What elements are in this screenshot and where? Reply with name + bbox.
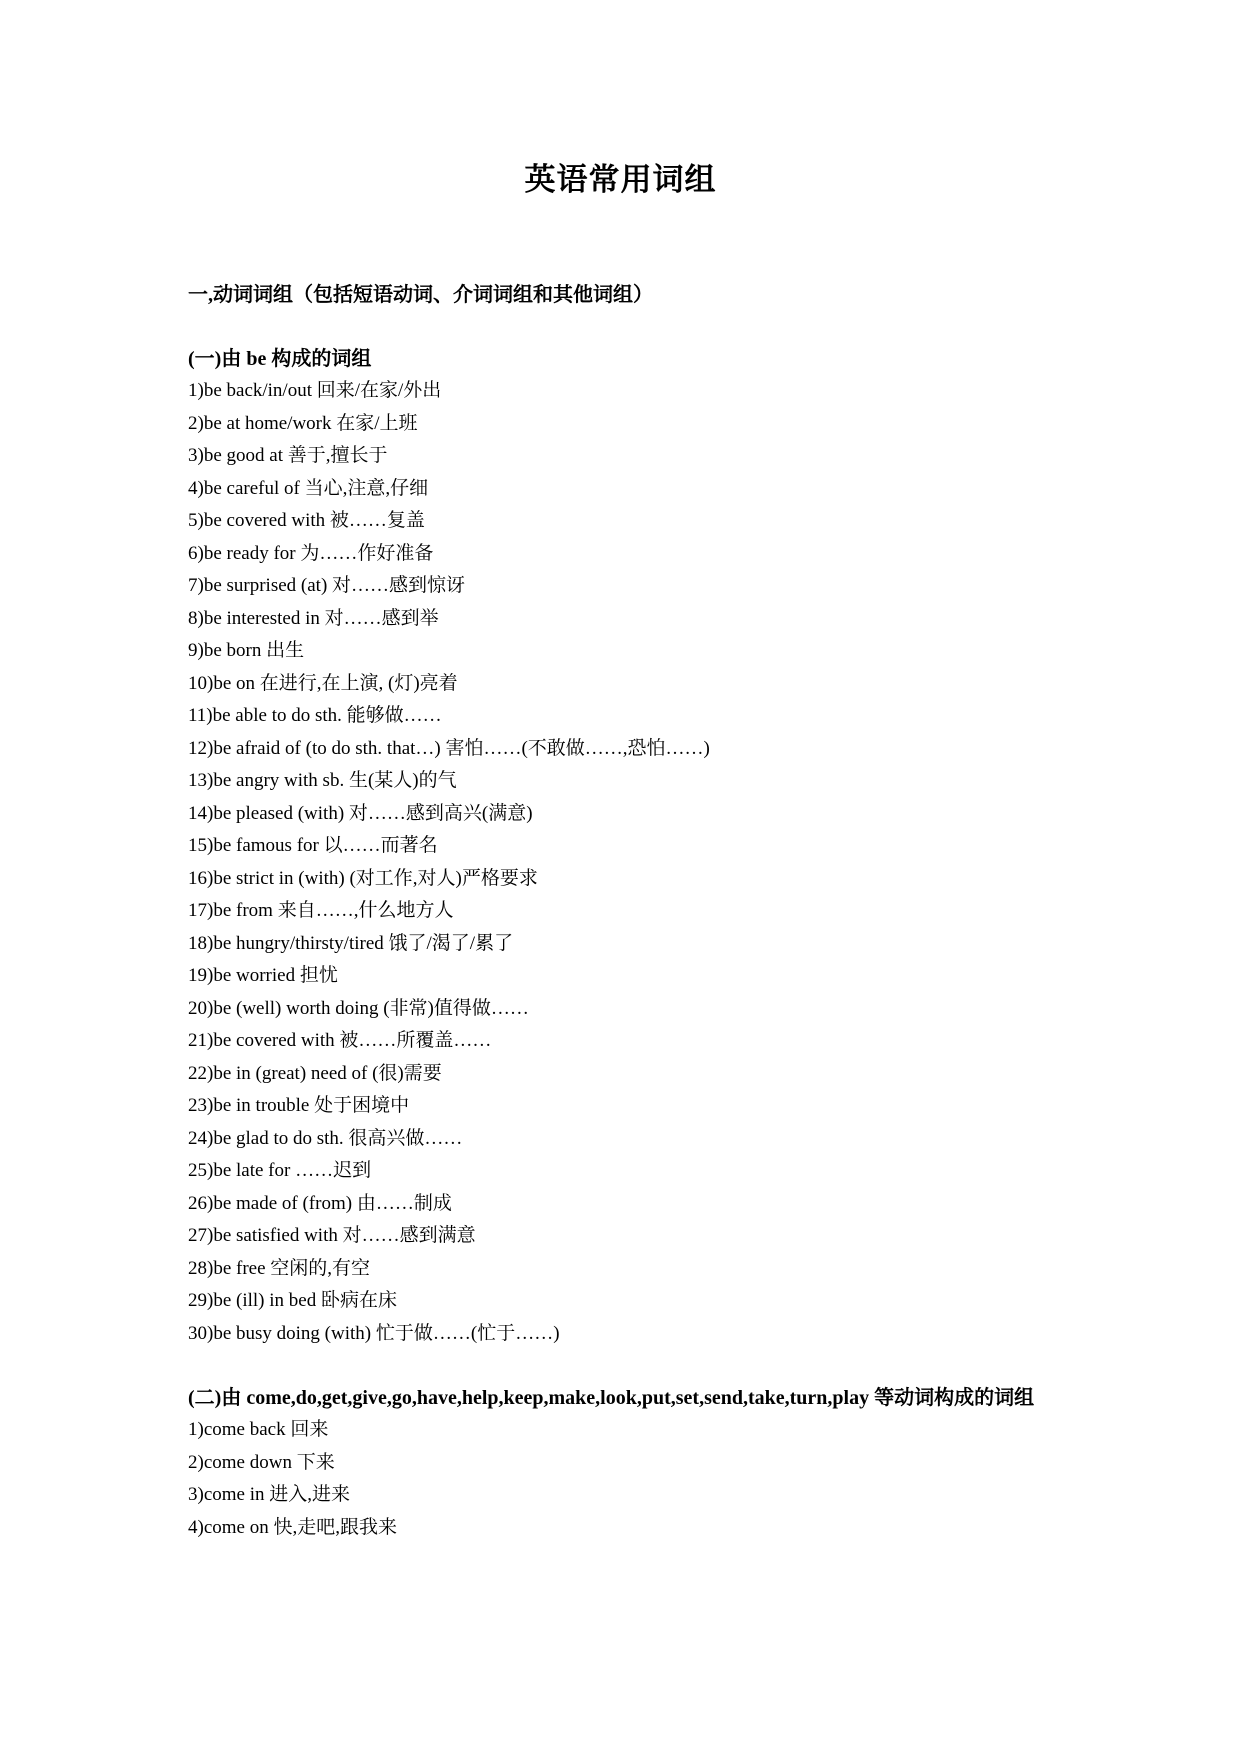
list-item: 11)be able to do sth. 能够做…… (188, 705, 442, 726)
list-item: 25)be late for ……迟到 (188, 1160, 372, 1181)
list-item: 1)come back 回来 (188, 1419, 329, 1440)
list-item: 19)be worried 担忧 (188, 965, 338, 986)
phrase-list (188, 375, 1068, 1350)
list-item: 14)be pleased (with) 对……感到高兴(满意) (188, 802, 533, 824)
section-heading: 一,动词词组（包括短语动词、介词词组和其他词组） (188, 284, 653, 306)
list-item: 3)be good at 善于,擅长于 (188, 445, 388, 466)
subsection-heading: (一)由 be 构成的词组 (188, 348, 372, 370)
list-item: 30)be busy doing (with) 忙于做……(忙于……) (188, 1322, 560, 1344)
subsection-heading: (二)由 come,do,get,give,go,have,help,keep,make,look,put,set,send,take,turn,play 等动词构成的词组 (188, 1387, 1035, 1409)
document-body (188, 279, 1068, 1544)
list-item: 23)be in trouble 处于困境中 (188, 1095, 410, 1116)
list-item: 15)be famous for 以……而著名 (188, 835, 438, 856)
list-item: 16)be strict in (with) (对工作,对人)严格要求 (188, 867, 538, 889)
list-item: 13)be angry with sb. 生(某人)的气 (188, 770, 457, 791)
list-item: 5)be covered with 被……复盖 (188, 510, 425, 531)
list-item: 2)be at home/work 在家/上班 (188, 412, 418, 434)
list-item: 8)be interested in 对……感到举 (188, 607, 439, 629)
list-item: 28)be free 空闲的,有空 (188, 1257, 371, 1279)
section-spacer (188, 1350, 1068, 1382)
list-item: 6)be ready for 为……作好准备 (188, 542, 434, 564)
list-item: 29)be (ill) in bed 卧病在床 (188, 1290, 397, 1311)
list-item: 3)come in 进入,进来 (188, 1484, 351, 1505)
list-item: 21)be covered with 被……所覆盖…… (188, 1030, 492, 1051)
list-item: 4)come on 快,走吧,跟我来 (188, 1516, 397, 1538)
list-item: 1)be back/in/out 回来/在家/外出 (188, 380, 442, 401)
list-item: 12)be afraid of (to do sth. that…) 害怕……(不敢做……,恐怕……) (188, 737, 710, 759)
list-item: 22)be in (great) need of (很)需要 (188, 1062, 442, 1084)
list-item: 9)be born 出生 (188, 640, 305, 661)
list-item: 18)be hungry/thirsty/tired 饿了/渴了/累了 (188, 932, 514, 954)
list-item: 10)be on 在进行,在上演, (灯)亮着 (188, 672, 458, 694)
list-item: 4)be careful of 当心,注意,仔细 (188, 477, 429, 499)
list-item: 27)be satisfied with 对……感到满意 (188, 1225, 476, 1246)
phrase-list (188, 1414, 1068, 1544)
list-item: 26)be made of (from) 由……制成 (188, 1192, 452, 1214)
list-item: 24)be glad to do sth. 很高兴做…… (188, 1127, 463, 1149)
list-item: 7)be surprised (at) 对……感到惊讶 (188, 575, 466, 596)
subsection-verb-phrases (188, 1382, 1068, 1544)
list-item: 20)be (well) worth doing (非常)值得做…… (188, 997, 529, 1019)
subsection-be-phrases (188, 343, 1068, 1350)
page-title: 英语常用词组 (524, 162, 717, 198)
list-item: 2)come down 下来 (188, 1451, 335, 1473)
list-item: 17)be from 来自……,什么地方人 (188, 900, 454, 921)
